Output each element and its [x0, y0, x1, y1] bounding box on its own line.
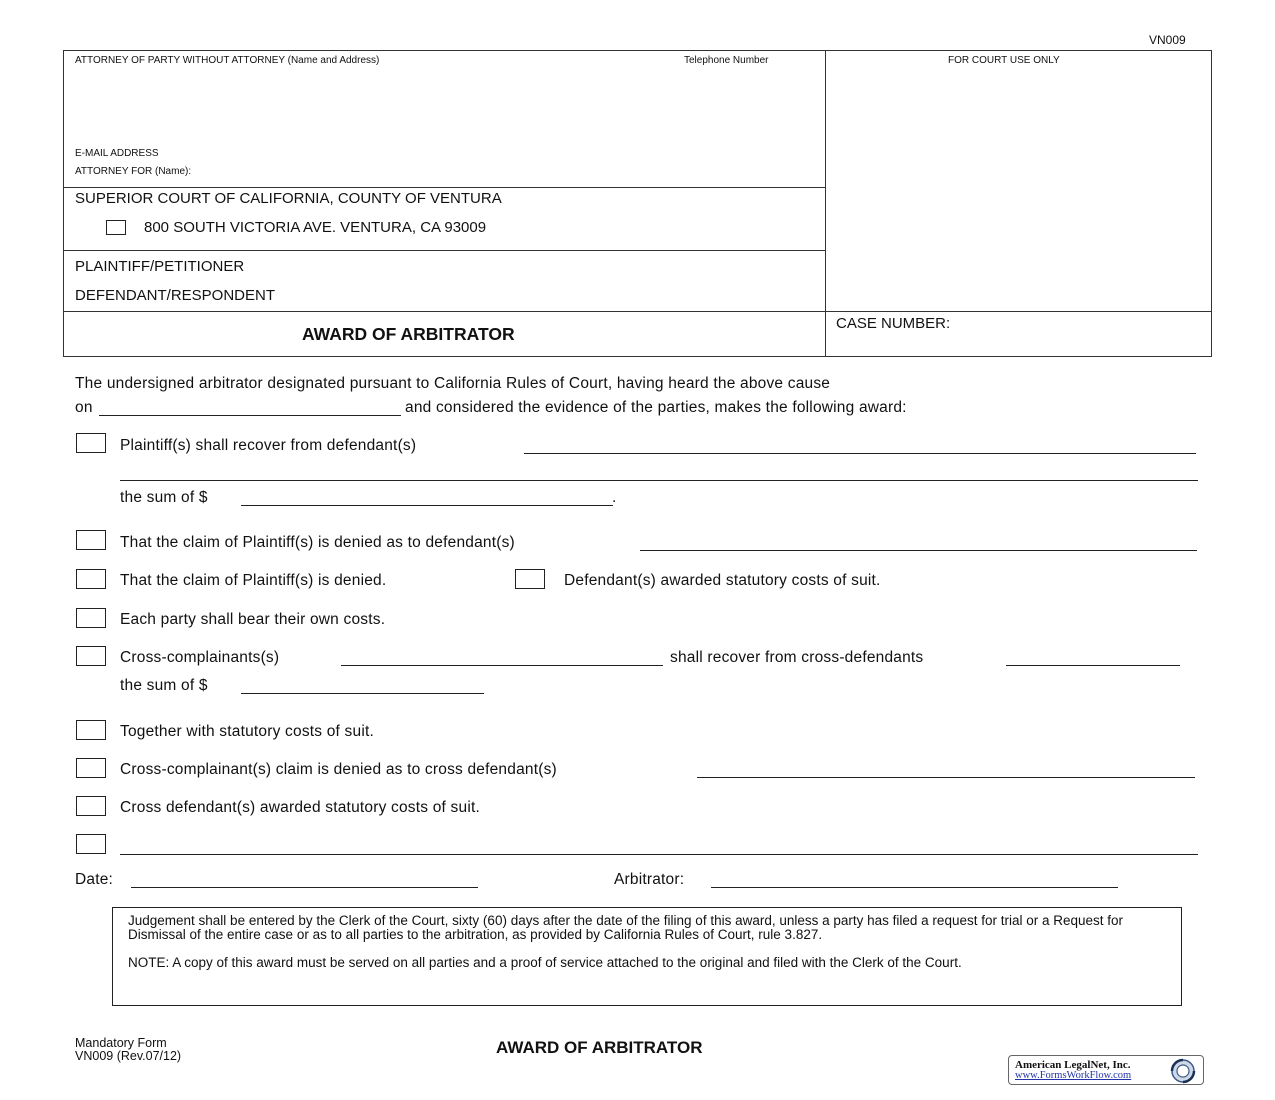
sum-amount-line-1[interactable]	[241, 505, 613, 506]
court-use-label: FOR COURT USE ONLY	[948, 55, 1060, 66]
claim-denied-defendants-line[interactable]	[640, 550, 1197, 551]
defendant-costs-checkbox[interactable]	[515, 569, 545, 589]
plaintiff-recover-label: Plaintiff(s) shall recover from defendant(s)	[120, 437, 417, 454]
intro-line-1: The undersigned arbitrator designated pursuant to California Rules of Court, having heard the above cause	[75, 375, 831, 392]
plaintiff-recover-checkbox[interactable]	[76, 433, 106, 453]
other-checkbox[interactable]	[76, 834, 106, 854]
claim-denied-checkbox[interactable]	[76, 569, 106, 589]
email-label: E-MAIL ADDRESS	[75, 148, 159, 159]
telephone-label: Telephone Number	[684, 55, 769, 66]
notice-box	[112, 907, 1182, 1006]
notice-judgement: Judgement shall be entered by the Clerk of the Court, sixty (60) days after the date of the filing of this award, unless a party has filed a request for trial or a Request for Dismissal of the entire case or as to all parties to the arbitration, as provided by California Rules of Court, rule 3.827.	[128, 913, 1124, 942]
mandatory-form-label: Mandatory Form	[75, 1036, 167, 1050]
sum-amount-line-2[interactable]	[241, 693, 484, 694]
title-row-divider	[63, 311, 1212, 312]
cross-defendant-costs-checkbox[interactable]	[76, 796, 106, 816]
globe-icon	[1165, 1058, 1199, 1084]
court-address-checkbox[interactable]	[106, 220, 126, 235]
defendant-costs-label: Defendant(s) awarded statutory costs of suit.	[564, 572, 881, 589]
vendor-logo[interactable]	[1008, 1055, 1204, 1085]
hearing-date-line[interactable]	[99, 415, 401, 416]
shall-recover-cross-label: shall recover from cross-defendants	[670, 649, 924, 666]
case-number-label: CASE NUMBER:	[836, 315, 951, 332]
statutory-costs-checkbox[interactable]	[76, 720, 106, 740]
cross-complainants-label: Cross-complainants(s)	[120, 649, 280, 666]
defendant-label: DEFENDANT/RESPONDENT	[75, 287, 276, 304]
sum-period: .	[612, 489, 617, 506]
sum-of-label-1: the sum of $	[120, 489, 208, 506]
court-parties-divider	[63, 250, 825, 251]
logo-company-name: American LegalNet, Inc.	[1015, 1059, 1131, 1071]
cross-defendants-line[interactable]	[1006, 665, 1180, 666]
date-label: Date:	[75, 871, 114, 888]
attorney-label: ATTORNEY OF PARTY WITHOUT ATTORNEY (Name and Address)	[75, 55, 380, 66]
claim-denied-label: That the claim of Plaintiff(s) is denied.	[120, 572, 387, 589]
form-id: VN009	[1149, 33, 1186, 47]
court-name: SUPERIOR COURT OF CALIFORNIA, COUNTY OF VENTURA	[75, 190, 502, 207]
cross-complainants-line[interactable]	[341, 665, 663, 666]
footer-title: AWARD OF ARBITRATOR	[496, 1038, 703, 1057]
statutory-costs-label: Together with statutory costs of suit.	[120, 723, 374, 740]
claim-denied-as-to-label: That the claim of Plaintiff(s) is denied as to defendant(s)	[120, 534, 515, 551]
cross-claim-denied-checkbox[interactable]	[76, 758, 106, 778]
form-title: AWARD OF ARBITRATOR	[302, 324, 515, 344]
attorney-for-label: ATTORNEY FOR (Name):	[75, 166, 192, 177]
intro-line-2: and considered the evidence of the parties, makes the following award:	[405, 399, 907, 416]
claim-denied-as-to-checkbox[interactable]	[76, 530, 106, 550]
arbitrator-signature-line[interactable]	[711, 887, 1118, 888]
date-line[interactable]	[131, 887, 478, 888]
plaintiff-recover-defendants-line[interactable]	[524, 453, 1196, 454]
plaintiff-label: PLAINTIFF/PETITIONER	[75, 258, 245, 275]
arbitrator-label: Arbitrator:	[614, 871, 685, 888]
attorney-court-divider	[63, 187, 825, 188]
own-costs-label: Each party shall bear their own costs.	[120, 611, 386, 628]
own-costs-checkbox[interactable]	[76, 608, 106, 628]
other-line[interactable]	[120, 854, 1198, 855]
cross-defendant-costs-label: Cross defendant(s) awarded statutory costs of suit.	[120, 799, 480, 816]
cross-claim-denied-label: Cross-complainant(s) claim is denied as to cross defendant(s)	[120, 761, 557, 778]
sum-of-label-2: the sum of $	[120, 677, 208, 694]
intro-on: on	[75, 399, 93, 416]
cross-complainants-checkbox[interactable]	[76, 646, 106, 666]
court-address: 800 SOUTH VICTORIA AVE. VENTURA, CA 93009	[144, 219, 487, 236]
logo-url[interactable]: www.FormsWorkFlow.com	[1015, 1070, 1132, 1081]
notice-copy: NOTE: A copy of this award must be served on all parties and a proof of service attached to the original and filed with the Clerk of the Court.	[128, 955, 962, 970]
cross-claim-denied-line[interactable]	[697, 777, 1195, 778]
form-revision: VN009 (Rev.07/12)	[75, 1049, 182, 1063]
plaintiff-recover-continuation-line[interactable]	[120, 480, 1198, 481]
